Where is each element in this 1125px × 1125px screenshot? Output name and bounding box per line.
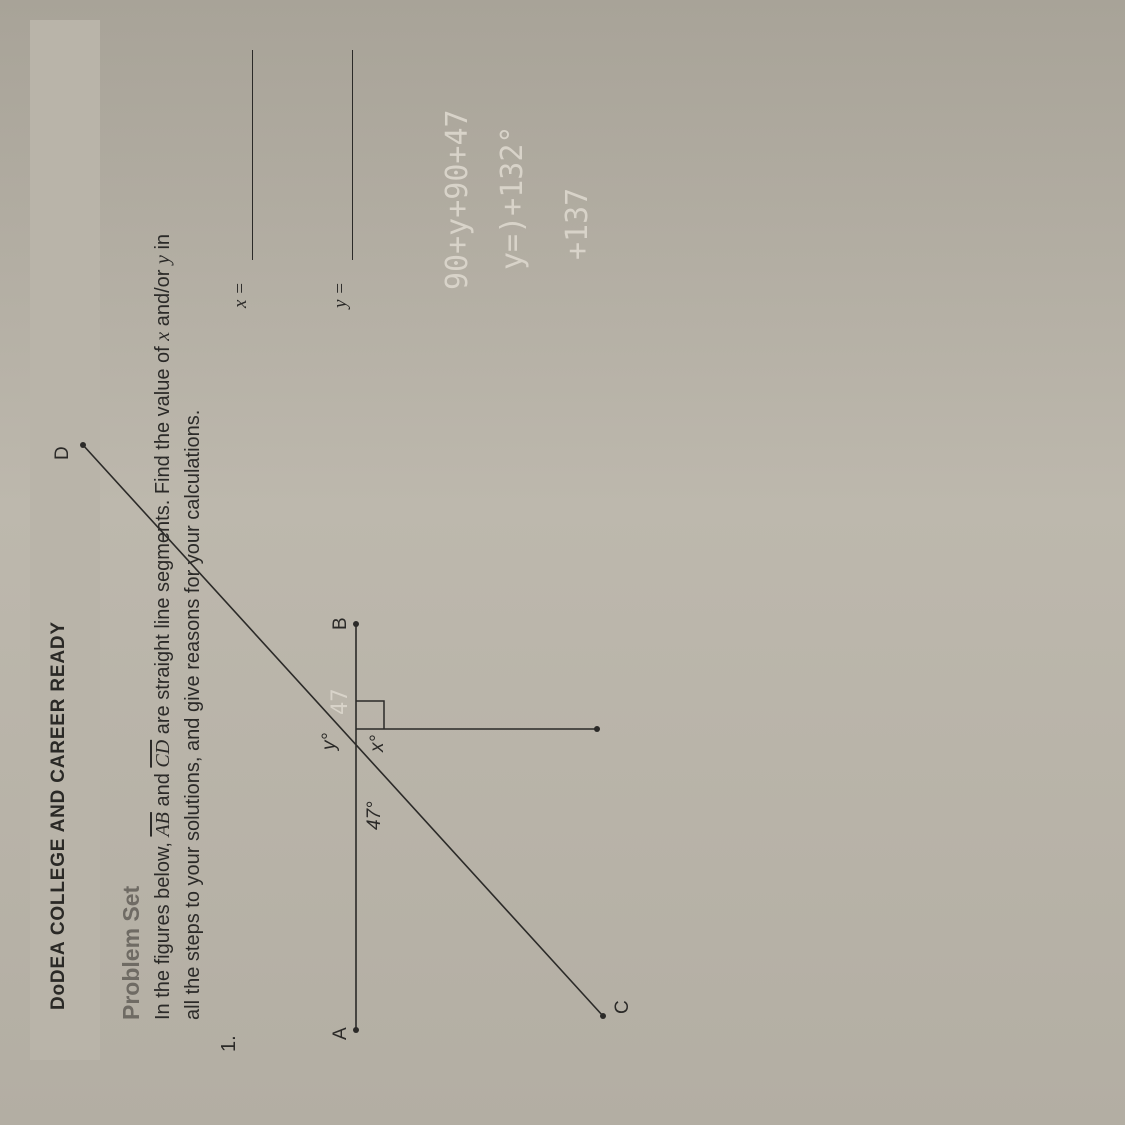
x-answer-label: x =: [230, 281, 251, 308]
ray-end-dot: [594, 726, 600, 732]
faint-handwriting-47: 47: [328, 688, 353, 715]
instructions-text: are straight line segments. Find the value of: [152, 340, 174, 740]
variable-y: y: [152, 255, 174, 264]
instructions-text: in: [152, 233, 174, 256]
problem-number: 1.: [218, 1035, 240, 1052]
label-c: C: [612, 1000, 633, 1014]
angle-x-label: x°: [367, 734, 388, 752]
point-a-dot: [353, 1027, 359, 1033]
instructions-text: and/or: [152, 264, 174, 332]
right-angle-marker: [356, 701, 384, 729]
label-d: D: [52, 446, 73, 460]
x-answer-blank[interactable]: [252, 50, 253, 260]
label-a: A: [330, 1027, 351, 1040]
point-c-dot: [600, 1013, 606, 1019]
instructions-line-2: all the steps to your solutions, and give reasons for your calculations.: [182, 409, 204, 1020]
instructions-text: In the figures below,: [152, 836, 174, 1020]
segment-ab: $\overline{AB}$: [152, 812, 174, 837]
y-answer-label: y =: [330, 281, 351, 308]
header-title: DoDEA COLLEGE AND CAREER READY: [48, 621, 69, 1010]
variable-x: x: [152, 331, 174, 341]
point-b-dot: [353, 621, 359, 627]
handwritten-line-1: 90+y+90+47: [440, 109, 475, 290]
angle-figure: [30, 20, 1125, 1060]
angle-y-label: y°: [319, 732, 340, 750]
handwritten-line-2: y=)+132°: [495, 125, 530, 270]
instructions-text: and: [152, 767, 174, 813]
label-b: B: [330, 617, 351, 630]
worksheet-content: [30, 20, 1125, 1060]
segment-cd: $\overline{CD}$: [152, 739, 174, 768]
point-d-dot: [80, 442, 86, 448]
y-answer-blank[interactable]: [352, 50, 353, 260]
handwritten-line-3: +137: [560, 187, 595, 260]
section-title: Problem Set: [118, 885, 144, 1020]
angle-47-label: 47°: [364, 801, 385, 830]
segment-cd-line: [83, 445, 603, 1016]
